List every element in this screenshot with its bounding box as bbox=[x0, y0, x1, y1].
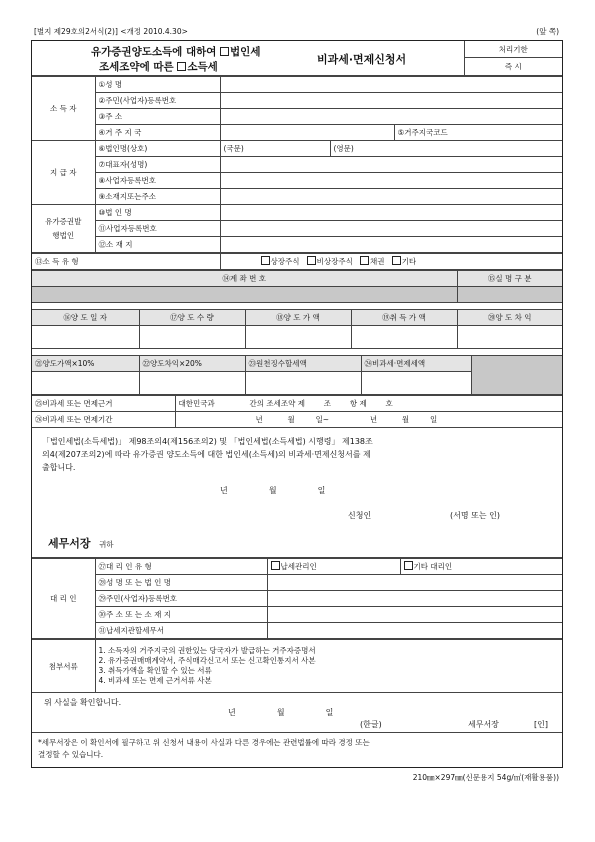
agent-table bbox=[32, 558, 562, 639]
tax-table bbox=[32, 355, 562, 395]
payer-biz-label: ⑧사업자등록번호 bbox=[95, 173, 220, 189]
period-month-1: 월 bbox=[287, 415, 295, 424]
period-day-1: 일~ bbox=[315, 415, 330, 424]
residence-field[interactable] bbox=[220, 125, 394, 141]
bond-label: 채권 bbox=[370, 257, 385, 266]
agent-name-label: ㉘성 명 또 는 법 인 명 bbox=[95, 575, 267, 591]
basis-paragraph: 항 제 bbox=[349, 399, 367, 408]
tax-office-addressee bbox=[48, 535, 114, 551]
issuer-group-line1: 유가증권발 bbox=[45, 216, 82, 226]
account-table bbox=[32, 270, 562, 303]
other-agent-checkbox[interactable] bbox=[404, 561, 413, 570]
tax-10-header: ㉑양도가액×10% bbox=[32, 356, 139, 372]
statement-month: 월 bbox=[268, 486, 277, 495]
income-type-table bbox=[32, 253, 562, 270]
period-day-2: 일 bbox=[429, 415, 438, 424]
tax-manager-checkbox[interactable] bbox=[271, 561, 280, 570]
tax-20-header: ㉒양도차익×20% bbox=[139, 356, 245, 372]
basis-label: ㉕비과세 또는 면제근거 bbox=[32, 396, 175, 412]
basis-field[interactable] bbox=[175, 396, 562, 412]
residence-label: ④거 주 지 국 bbox=[95, 125, 220, 141]
confirm-day: 일 bbox=[325, 708, 334, 717]
issuer-name-label: ⑩법 인 명 bbox=[95, 205, 220, 221]
transfer-table bbox=[32, 309, 562, 349]
income-type-options bbox=[220, 254, 562, 270]
transfer-gain-header: ⑳양 도 차 익 bbox=[457, 310, 562, 326]
other-checkbox[interactable] bbox=[392, 256, 401, 265]
income-type-label: ⑬소 득 유 형 bbox=[32, 254, 220, 270]
note-line-2: 결정할 수 있습니다. bbox=[38, 750, 104, 759]
confirm-seal[interactable]: [인] bbox=[534, 720, 548, 729]
exempt-header: ㉔비과세·면제세액 bbox=[361, 356, 471, 372]
title-block bbox=[32, 41, 562, 76]
confirm-area bbox=[32, 693, 562, 733]
statement-line-3: 출합니다. bbox=[42, 463, 76, 472]
attachment-item: 1. 소득자의 거주지국의 권한있는 당국자가 발급하는 거주자증명서 bbox=[98, 646, 316, 655]
unlisted-stock-checkbox[interactable] bbox=[307, 256, 316, 265]
agent-name-field[interactable] bbox=[267, 575, 562, 591]
basis-treaty: 간의 조세조약 제 bbox=[249, 399, 305, 408]
form-id: [별지 제29호의2서식(2)] <개정 2010.4.30> bbox=[34, 27, 188, 36]
basis-item: 호 bbox=[385, 399, 393, 408]
acquisition-price-header: ⑲취 득 가 액 bbox=[351, 310, 457, 326]
page-side: (앞 쪽) bbox=[536, 27, 559, 36]
shaded-cell bbox=[471, 356, 562, 395]
honorific: 귀하 bbox=[99, 540, 114, 549]
exempt-period-field[interactable] bbox=[175, 412, 562, 428]
agent-office-field[interactable] bbox=[267, 623, 562, 639]
confirm-text: 위 사실을 확인합니다. bbox=[44, 698, 122, 707]
transfer-qty-header: ⑰양 도 수 량 bbox=[139, 310, 245, 326]
tax-office-title: 세무서장 bbox=[48, 537, 91, 550]
unlisted-stock-label: 비상장주식 bbox=[316, 257, 353, 266]
period-value: 즉 시 bbox=[464, 58, 562, 76]
form-frame bbox=[31, 40, 563, 768]
attachment-item: 3. 취득가액을 확인할 수 있는 서류 bbox=[98, 666, 212, 675]
period-month-2: 월 bbox=[401, 415, 410, 424]
agent-group: 대 리 인 bbox=[32, 559, 95, 639]
agent-id-label: ㉙주민(사업자)등록번호 bbox=[95, 591, 267, 607]
period-year-1: 년 bbox=[255, 415, 263, 424]
agent-id-field[interactable] bbox=[267, 591, 562, 607]
earner-name-field[interactable] bbox=[220, 77, 562, 93]
applicant-label: 신청인 bbox=[348, 511, 372, 520]
confirm-hangul: (한글) bbox=[360, 720, 382, 729]
basis-article: 조 bbox=[323, 399, 332, 408]
transfer-price-field[interactable] bbox=[245, 326, 351, 349]
issuer-biz-field[interactable] bbox=[220, 221, 562, 237]
income-tax-checkbox[interactable] bbox=[177, 62, 186, 71]
payer-rep-field[interactable] bbox=[220, 157, 562, 173]
agent-address-field[interactable] bbox=[267, 607, 562, 623]
withholding-field[interactable] bbox=[245, 372, 361, 395]
payer-korean-label: (국문) bbox=[220, 141, 330, 157]
issuer-group bbox=[32, 205, 95, 253]
withholding-header: ㉓원천징수할세액 bbox=[245, 356, 361, 372]
agent-type-opt2 bbox=[400, 559, 562, 575]
other-agent-label: 기타 대리인 bbox=[413, 562, 453, 571]
statement-area bbox=[32, 428, 562, 558]
attachment-item: 2. 유가증권매매계약서, 주식매각신고서 또는 신고확인통지서 사본 bbox=[98, 656, 316, 665]
attachments-label: 첨부서류 bbox=[32, 640, 95, 693]
earner-id-field[interactable] bbox=[220, 93, 562, 109]
exempt-field[interactable] bbox=[361, 372, 471, 395]
tax-manager-label: 납세관리인 bbox=[280, 562, 317, 571]
confirm-office: 세무서장 bbox=[468, 720, 499, 729]
issuer-biz-label: ⑪사업자등록번호 bbox=[95, 221, 220, 237]
form-title: 비과세·면제신청서 bbox=[317, 53, 407, 66]
paper-spec: 210㎜×297㎜(신문용지 54g/㎡(재활용품)) bbox=[412, 773, 559, 782]
payer-name-label: ⑥법인명(상호) bbox=[95, 141, 220, 157]
transfer-price-header: ⑱양 도 가 액 bbox=[245, 310, 351, 326]
corp-tax-checkbox[interactable] bbox=[220, 47, 229, 56]
issuer-location-label: ⑫소 재 지 bbox=[95, 237, 220, 253]
issuer-location-field[interactable] bbox=[220, 237, 562, 253]
attachments-table bbox=[32, 639, 562, 693]
title-line1: 유가증권양도소득에 대하여 bbox=[91, 46, 217, 58]
agent-address-label: ㉚주 소 또 는 소 재 지 bbox=[95, 607, 267, 623]
bond-checkbox[interactable] bbox=[360, 256, 369, 265]
transfer-date-field[interactable] bbox=[32, 326, 139, 349]
issuer-group-line2: 행법인 bbox=[52, 230, 75, 240]
exempt-period-label: ㉖비과세 또는 면제기간 bbox=[32, 412, 175, 428]
earner-id-label: ②주민(사업자)등록번호 bbox=[95, 93, 220, 109]
tax-10-field[interactable] bbox=[32, 372, 139, 395]
name-type-label: ⑮실 명 구 분 bbox=[457, 271, 562, 287]
statement-line-1: 「법인세법(소득세법)」 제98조의4(제156조의2) 및 「법인세법(소득세법) 시행령」 제138조 bbox=[42, 437, 373, 446]
earner-group: 소 득 자 bbox=[32, 77, 95, 141]
statement-line-2: 의4(제207조의2)에 따라 유가증권 양도소득에 대한 법인세(소득세)의 비과세·면제신청서를 제 bbox=[42, 450, 371, 459]
earner-address-field[interactable] bbox=[220, 109, 562, 125]
income-tax-label: 소득세 bbox=[187, 61, 218, 73]
basis-korea: 대한민국과 bbox=[178, 399, 215, 408]
note-area bbox=[32, 733, 562, 765]
statement-year: 년 bbox=[220, 486, 228, 495]
payer-rep-label: ⑦대표자(성명) bbox=[95, 157, 220, 173]
period-label: 처리기한 bbox=[464, 41, 562, 58]
statement-date bbox=[220, 485, 325, 496]
transfer-date-header: ⑯양 도 일 자 bbox=[32, 310, 139, 326]
issuer-name-field[interactable] bbox=[220, 205, 562, 221]
agent-type-label: ㉗대 리 인 유 형 bbox=[95, 559, 267, 575]
sign-label[interactable]: (서명 또는 인) bbox=[450, 511, 500, 520]
other-label: 기타 bbox=[401, 257, 417, 266]
attachments-list bbox=[95, 640, 562, 693]
transfer-qty-field[interactable] bbox=[139, 326, 245, 349]
title-line2: 조세조약에 따른 bbox=[99, 61, 174, 73]
basis-table bbox=[32, 395, 562, 428]
agent-office-label: ㉛납세지관할세무서 bbox=[95, 623, 267, 639]
statement-day: 일 bbox=[317, 486, 326, 495]
acquisition-price-field[interactable] bbox=[351, 326, 457, 349]
transfer-gain-field[interactable] bbox=[457, 326, 562, 349]
earner-name-label: ①성 명 bbox=[95, 77, 220, 93]
corp-tax-label: 법인세 bbox=[230, 46, 261, 58]
period-year-2: 년 bbox=[369, 415, 378, 424]
agent-type-opt1 bbox=[267, 559, 400, 575]
payer-english-label: (영문) bbox=[330, 141, 562, 157]
earner-address-label: ③주 소 bbox=[95, 109, 220, 125]
payer-location-label: ⑨소재지또는주소 bbox=[95, 189, 220, 205]
tax-20-field[interactable] bbox=[139, 372, 245, 395]
residence-code-label: ⑤거주지국코드 bbox=[394, 125, 562, 141]
name-type-field[interactable] bbox=[457, 287, 562, 303]
attachment-item: 4. 비과세 또는 면제 근거서류 사본 bbox=[98, 676, 212, 685]
payer-location-field[interactable] bbox=[220, 189, 562, 205]
payer-biz-field[interactable] bbox=[220, 173, 562, 189]
party-table bbox=[32, 76, 562, 253]
listed-stock-label: 상장주식 bbox=[270, 257, 300, 266]
listed-stock-checkbox[interactable] bbox=[261, 256, 270, 265]
confirm-date bbox=[228, 707, 333, 718]
account-field[interactable] bbox=[32, 287, 457, 303]
payer-group: 지 급 자 bbox=[32, 141, 95, 205]
note-line-1: *세무서장은 이 확인서에 필구하고 위 신청서 내용이 사실과 다른 경우에는 관련법률에 따라 경정 또는 bbox=[38, 738, 370, 747]
statement-text bbox=[42, 435, 557, 474]
confirm-month: 월 bbox=[276, 708, 285, 717]
confirm-year: 년 bbox=[228, 708, 236, 717]
account-label: ⑭계 좌 번 호 bbox=[32, 271, 457, 287]
